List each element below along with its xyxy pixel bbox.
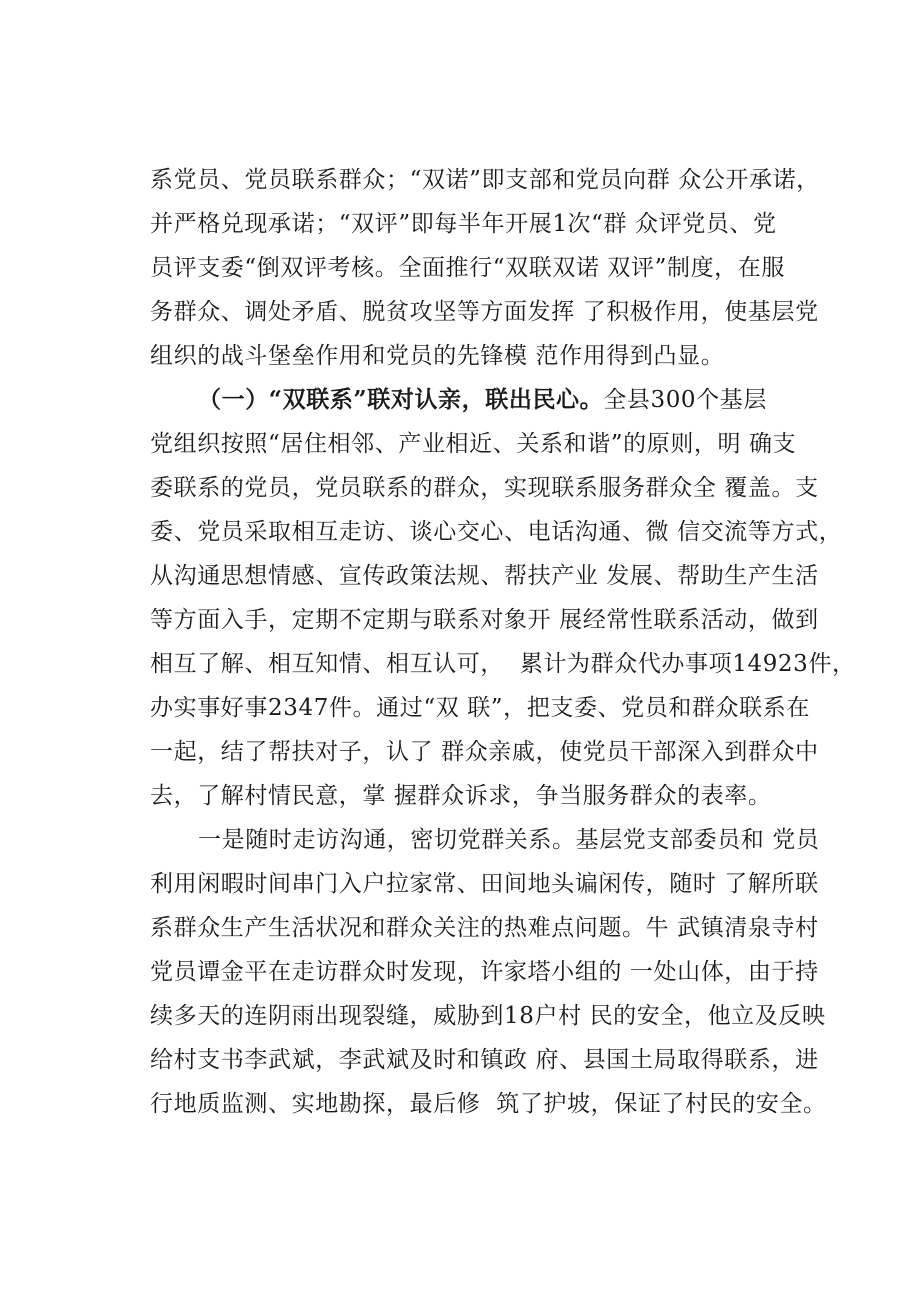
section-heading-line (198, 380, 878, 420)
section-heading-continuation: 全县300个基层 (603, 387, 767, 413)
text-line: 利用闲暇时间串门入户拉家常、田间地头谝闲传，随时 了解所联 (150, 871, 819, 897)
section-heading: （一）“双联系”联对认亲，联出民心。 (198, 386, 604, 413)
text-line: 给村支书李武斌，李武斌及时和镇政 府、县国土局取得联系，进 (150, 1047, 819, 1073)
text-line: 系群众生产生活状况和群众关注的热难点问题。牛 武镇清泉寺村 (150, 915, 819, 941)
text-line: 组织的战斗堡垒作用和党员的先锋模 范作用得到凸显。 (150, 343, 725, 369)
text-line: 党组织按照“居住相邻、产业相近、关系和谐”的原则，明 确支 (150, 431, 797, 457)
text-line: 务群众、调处矛盾、脱贫攻坚等方面发挥 了积极作用，使基层党 (150, 299, 819, 325)
text-line: 一起，结了帮扶对子，认了 群众亲戚，使党员干部深入到群众中 (150, 739, 819, 765)
paragraph-first-line: 一是随时走访沟通，密切党群关系。基层党支部委员和 党员 (198, 827, 820, 853)
text-line: 办实事好事2347件。通过“双 联”，把支委、党员和群众联系在 (150, 695, 810, 721)
text-line: 委、党员采取相互走访、谈心交心、电话沟通、微 信交流等方式， (150, 519, 843, 545)
text-line: 系党员、党员联系群众；“双诺”即支部和党员向群 众公开承诺， (150, 167, 820, 193)
text-line: 员评支委“倒双评考核。全面推行“双联双诺 双评”制度，在服 (150, 255, 785, 281)
text-line: 并严格兑现承诺；“双评”即每半年开展1次“群 众评党员、党 (150, 211, 777, 237)
text-line: 等方面入手，定期不定期与联系对象开 展经常性联系活动，做到 (150, 607, 819, 633)
text-line: 从沟通思想情感、宣传政策法规、帮扶产业 发展、帮助生产生活 (150, 563, 819, 589)
text-line: 行地质监测、实地勘探，最后修 筑了护坡，保证了村民的安全。 (150, 1091, 827, 1117)
text-line: 委联系的党员，党员联系的群众，实现联系服务群众全 覆盖。支 (150, 475, 819, 501)
text-line: 续多天的连阴雨出现裂缝，威胁到18户村 民的安全，他立及反映 (150, 1003, 826, 1029)
text-line: 党员谭金平在走访群众时发现，许家塔小组的 一处山体，由于持 (150, 959, 819, 985)
text-line: 去，了解村情民意，掌 握群众诉求，争当服务群众的表率。 (150, 783, 772, 809)
text-line: 相互了解、相互知情、相互认可， 累计为群众代办事项14923件， (150, 651, 856, 677)
